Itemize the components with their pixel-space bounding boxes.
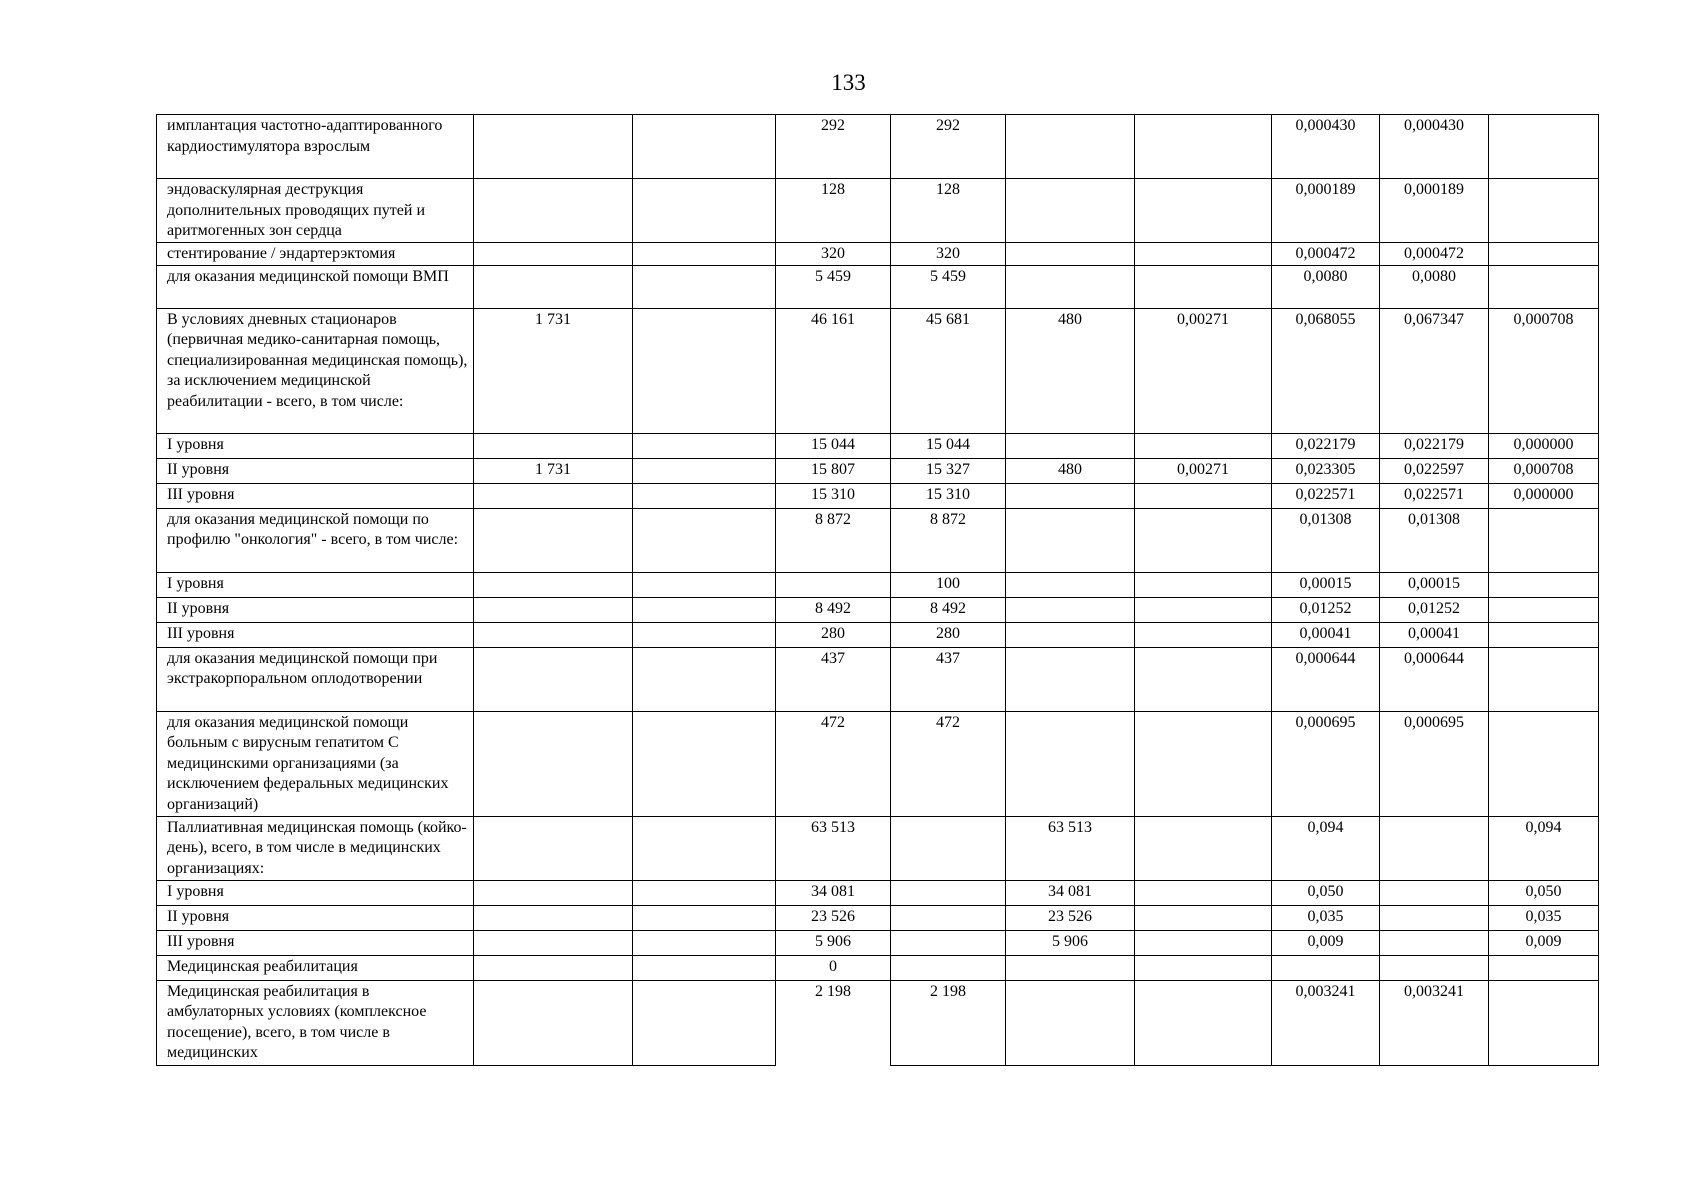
value-cell: 0,000430 (1380, 115, 1489, 179)
table-row (157, 955, 1599, 980)
value-cell: 63 513 (1006, 816, 1135, 880)
value-cell: 0,00271 (1135, 458, 1272, 483)
row-label-cell: Паллиативная медицинская помощь (койко-день), всего, в том числе в медицинских организациях: (157, 816, 474, 880)
value-cell: 8 872 (891, 508, 1006, 572)
table-row (157, 265, 1599, 308)
value-cell: 0,000472 (1272, 243, 1380, 266)
value-cell (1006, 483, 1135, 508)
table-body (157, 115, 1599, 1066)
value-cell: 0,000695 (1272, 711, 1380, 816)
value-cell (633, 711, 776, 816)
value-cell (1006, 508, 1135, 572)
value-cell (891, 880, 1006, 905)
row-label-cell: стентирование / эндартерэктомия (157, 243, 474, 266)
table-row (157, 572, 1599, 597)
table-row (157, 308, 1599, 433)
value-cell (1006, 980, 1135, 1065)
value-cell: 480 (1006, 308, 1135, 433)
table-row (157, 647, 1599, 711)
value-cell (1135, 265, 1272, 308)
value-cell: 0,022571 (1380, 483, 1489, 508)
value-cell: 0,022179 (1272, 433, 1380, 458)
value-cell (633, 572, 776, 597)
value-cell (1135, 597, 1272, 622)
value-cell: 128 (891, 179, 1006, 243)
value-cell (474, 483, 633, 508)
value-cell: 5 459 (776, 265, 891, 308)
value-cell (1489, 508, 1599, 572)
value-cell: 0,003241 (1380, 980, 1489, 1065)
value-cell: 0 (776, 955, 891, 980)
row-label-cell: I уровня (157, 433, 474, 458)
value-cell: 0,035 (1272, 905, 1380, 930)
value-cell (633, 622, 776, 647)
value-cell (1380, 905, 1489, 930)
table-row (157, 508, 1599, 572)
table-row (157, 179, 1599, 243)
value-cell (1006, 622, 1135, 647)
value-cell: 8 872 (776, 508, 891, 572)
value-cell (1006, 711, 1135, 816)
value-cell (474, 508, 633, 572)
value-cell (1489, 243, 1599, 266)
value-cell: 0,01252 (1380, 597, 1489, 622)
table-row (157, 243, 1599, 266)
value-cell (1380, 930, 1489, 955)
table-row (157, 930, 1599, 955)
value-cell: 0,01308 (1272, 508, 1380, 572)
value-cell (1489, 955, 1599, 980)
row-label-cell: для оказания медицинской помощи ВМП (157, 265, 474, 308)
row-label-cell: В условиях дневных стационаров (первичная медико-санитарная помощь, специализированная медицинская помощь), за исключением медицинской реабилитации - всего, в том числе: (157, 308, 474, 433)
value-cell: 292 (776, 115, 891, 179)
data-table (156, 114, 1599, 1066)
value-cell (474, 115, 633, 179)
row-label-cell: Медицинская реабилитация (157, 955, 474, 980)
value-cell: 0,00041 (1380, 622, 1489, 647)
value-cell (776, 572, 891, 597)
value-cell (474, 816, 633, 880)
value-cell: 0,000644 (1380, 647, 1489, 711)
value-cell: 0,000708 (1489, 458, 1599, 483)
value-cell: 15 044 (776, 433, 891, 458)
value-cell: 8 492 (891, 597, 1006, 622)
value-cell (1006, 597, 1135, 622)
value-cell (1135, 647, 1272, 711)
value-cell: 0,00015 (1380, 572, 1489, 597)
value-cell: 0,022597 (1380, 458, 1489, 483)
value-cell (1489, 711, 1599, 816)
value-cell: 0,000472 (1380, 243, 1489, 266)
row-label-cell: для оказания медицинской помощи по профилю "онкология" - всего, в том числе: (157, 508, 474, 572)
value-cell: 472 (891, 711, 1006, 816)
value-cell (1489, 115, 1599, 179)
row-label-cell: II уровня (157, 905, 474, 930)
value-cell: 1 731 (474, 308, 633, 433)
table-row (157, 711, 1599, 816)
page-number: 133 (831, 70, 866, 95)
value-cell (1489, 622, 1599, 647)
value-cell: 2 198 (776, 980, 891, 1065)
value-cell: 0,022179 (1380, 433, 1489, 458)
value-cell (891, 955, 1006, 980)
row-label-cell: II уровня (157, 458, 474, 483)
value-cell: 0,000189 (1380, 179, 1489, 243)
value-cell: 15 310 (776, 483, 891, 508)
value-cell: 0,01252 (1272, 597, 1380, 622)
value-cell: 1 731 (474, 458, 633, 483)
value-cell (633, 597, 776, 622)
row-label-cell: имплантация частотно-адаптированного кардиостимулятора взрослым (157, 115, 474, 179)
row-label-cell: II уровня (157, 597, 474, 622)
value-cell (1135, 711, 1272, 816)
value-cell (1135, 816, 1272, 880)
value-cell: 0,000708 (1489, 308, 1599, 433)
table-row (157, 433, 1599, 458)
value-cell (1135, 572, 1272, 597)
row-label-cell: Медицинская реабилитация в амбулаторных условиях (комплексное посещение), всего, в том числе в медицинских (157, 980, 474, 1065)
value-cell (1135, 622, 1272, 647)
value-cell (474, 572, 633, 597)
table-row (157, 880, 1599, 905)
value-cell: 100 (891, 572, 1006, 597)
value-cell: 437 (891, 647, 1006, 711)
value-cell: 0,050 (1489, 880, 1599, 905)
value-cell (1489, 980, 1599, 1065)
value-cell: 0,023305 (1272, 458, 1380, 483)
value-cell: 0,094 (1489, 816, 1599, 880)
value-cell (1489, 647, 1599, 711)
value-cell (474, 243, 633, 266)
row-label-cell: эндоваскулярная деструкция дополнительных проводящих путей и аритмогенных зон сердца (157, 179, 474, 243)
value-cell (1135, 905, 1272, 930)
row-label-cell: III уровня (157, 930, 474, 955)
value-cell: 0,009 (1272, 930, 1380, 955)
value-cell: 437 (776, 647, 891, 711)
value-cell (1006, 433, 1135, 458)
value-cell: 45 681 (891, 308, 1006, 433)
value-cell: 0,050 (1272, 880, 1380, 905)
value-cell (1380, 955, 1489, 980)
value-cell: 5 906 (1006, 930, 1135, 955)
row-label-cell: I уровня (157, 880, 474, 905)
value-cell: 480 (1006, 458, 1135, 483)
value-cell: 15 310 (891, 483, 1006, 508)
value-cell: 320 (891, 243, 1006, 266)
value-cell: 15 807 (776, 458, 891, 483)
value-cell (891, 816, 1006, 880)
value-cell (633, 179, 776, 243)
value-cell (633, 308, 776, 433)
value-cell: 5 906 (776, 930, 891, 955)
value-cell: 320 (776, 243, 891, 266)
value-cell: 0,0080 (1272, 265, 1380, 308)
value-cell (633, 905, 776, 930)
value-cell (474, 647, 633, 711)
value-cell: 128 (776, 179, 891, 243)
value-cell: 280 (776, 622, 891, 647)
table-row (157, 622, 1599, 647)
value-cell: 0,009 (1489, 930, 1599, 955)
value-cell (633, 433, 776, 458)
value-cell: 15 327 (891, 458, 1006, 483)
value-cell (633, 880, 776, 905)
value-cell (474, 179, 633, 243)
value-cell (474, 880, 633, 905)
value-cell: 0,00271 (1135, 308, 1272, 433)
row-label-cell: III уровня (157, 483, 474, 508)
value-cell: 0,000000 (1489, 433, 1599, 458)
value-cell (633, 458, 776, 483)
value-cell (891, 930, 1006, 955)
value-cell (1006, 265, 1135, 308)
value-cell (1489, 265, 1599, 308)
value-cell: 0,00015 (1272, 572, 1380, 597)
value-cell: 0,000189 (1272, 179, 1380, 243)
value-cell: 0,067347 (1380, 308, 1489, 433)
value-cell: 0,01308 (1380, 508, 1489, 572)
value-cell (891, 905, 1006, 930)
value-cell (1135, 483, 1272, 508)
value-cell (633, 265, 776, 308)
value-cell: 0,000695 (1380, 711, 1489, 816)
value-cell: 0,068055 (1272, 308, 1380, 433)
value-cell (1006, 647, 1135, 711)
value-cell (1489, 572, 1599, 597)
value-cell: 0,022571 (1272, 483, 1380, 508)
value-cell (474, 622, 633, 647)
value-cell (474, 905, 633, 930)
value-cell: 34 081 (1006, 880, 1135, 905)
value-cell (633, 647, 776, 711)
value-cell (474, 597, 633, 622)
value-cell: 472 (776, 711, 891, 816)
row-label-cell: для оказания медицинской помощи больным с вирусным гепатитом С медицинскими организациями (за исключением федеральных медицинских организаций) (157, 711, 474, 816)
value-cell (633, 243, 776, 266)
value-cell: 15 044 (891, 433, 1006, 458)
value-cell (1380, 880, 1489, 905)
value-cell (1135, 433, 1272, 458)
value-cell (633, 115, 776, 179)
value-cell (474, 265, 633, 308)
value-cell (633, 483, 776, 508)
value-cell: 0,00041 (1272, 622, 1380, 647)
table-row (157, 816, 1599, 880)
value-cell: 0,094 (1272, 816, 1380, 880)
value-cell (1135, 930, 1272, 955)
table-row (157, 905, 1599, 930)
value-cell (1135, 243, 1272, 266)
table-row (157, 458, 1599, 483)
value-cell (1006, 243, 1135, 266)
value-cell: 0,035 (1489, 905, 1599, 930)
value-cell: 0,000644 (1272, 647, 1380, 711)
table-row (157, 115, 1599, 179)
value-cell: 0,000000 (1489, 483, 1599, 508)
row-label-cell: для оказания медицинской помощи при экстракорпоральном оплодотворении (157, 647, 474, 711)
value-cell: 23 526 (1006, 905, 1135, 930)
value-cell (474, 955, 633, 980)
value-cell: 292 (891, 115, 1006, 179)
value-cell (1135, 880, 1272, 905)
value-cell (474, 433, 633, 458)
value-cell (474, 711, 633, 816)
value-cell (1135, 955, 1272, 980)
value-cell (633, 816, 776, 880)
row-label-cell: III уровня (157, 622, 474, 647)
value-cell: 280 (891, 622, 1006, 647)
value-cell (1135, 179, 1272, 243)
value-cell (1135, 115, 1272, 179)
value-cell: 0,003241 (1272, 980, 1380, 1065)
table-row (157, 980, 1599, 1065)
table-row (157, 483, 1599, 508)
value-cell (1006, 115, 1135, 179)
value-cell (1489, 597, 1599, 622)
value-cell (633, 930, 776, 955)
value-cell: 23 526 (776, 905, 891, 930)
value-cell: 0,0080 (1380, 265, 1489, 308)
value-cell (1380, 816, 1489, 880)
value-cell (633, 980, 776, 1065)
value-cell: 46 161 (776, 308, 891, 433)
value-cell (1006, 955, 1135, 980)
value-cell (1006, 572, 1135, 597)
value-cell: 63 513 (776, 816, 891, 880)
value-cell (474, 980, 633, 1065)
value-cell (474, 930, 633, 955)
table-row (157, 597, 1599, 622)
value-cell (1135, 508, 1272, 572)
value-cell (1135, 980, 1272, 1065)
value-cell (633, 955, 776, 980)
value-cell (633, 508, 776, 572)
value-cell: 8 492 (776, 597, 891, 622)
value-cell (1489, 179, 1599, 243)
value-cell: 5 459 (891, 265, 1006, 308)
value-cell: 0,000430 (1272, 115, 1380, 179)
value-cell: 2 198 (891, 980, 1006, 1065)
value-cell (1272, 955, 1380, 980)
row-label-cell: I уровня (157, 572, 474, 597)
value-cell: 34 081 (776, 880, 891, 905)
value-cell (1006, 179, 1135, 243)
